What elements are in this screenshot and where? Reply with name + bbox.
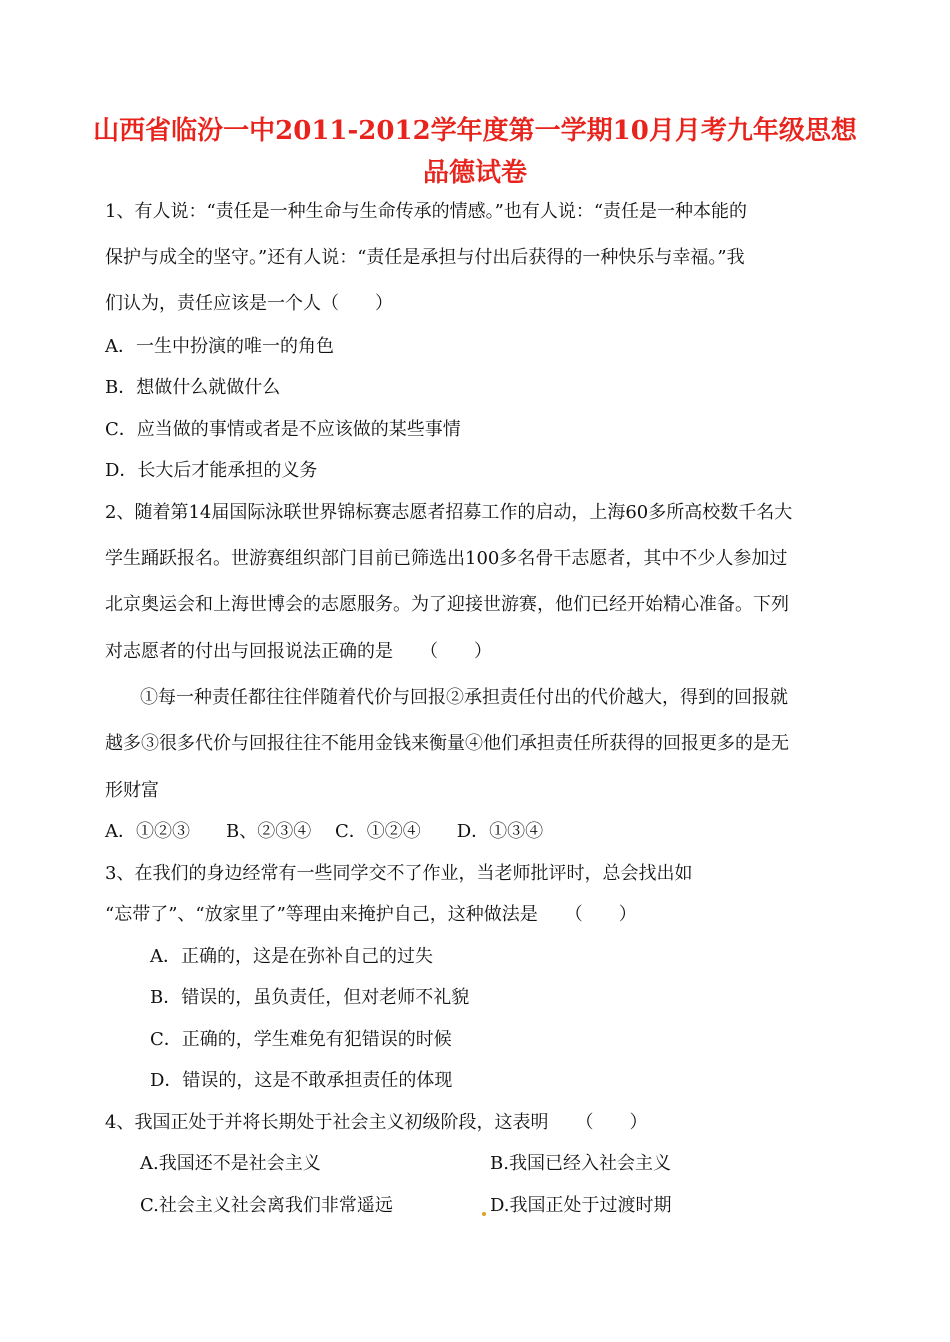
q3-stem-line2: “忘带了”、“放家里了”等理由来掩护自己，这种做法是 （ ） (105, 904, 637, 925)
q4-option-b: B.我国已经入社会主义 (490, 1153, 671, 1174)
q1-option-c: C．应当做的事情或者是不应该做的某些事情 (105, 419, 461, 440)
q2-stem-line2: 学生踊跃报名。世游赛组织部门目前已筛选出100多名骨干志愿者，其中不少人参加过 (105, 548, 788, 569)
q2-stem-line1: 2、随着第14届国际泳联世界锦标赛志愿者招募工作的启动，上海60多所高校数千名大 (105, 502, 793, 523)
q4-option-c: C.社会主义社会离我们非常遥远 (140, 1195, 393, 1216)
q4-option-d: D.我国正处于过渡时期 (490, 1195, 672, 1216)
q1-option-d: D．长大后才能承担的义务 (105, 460, 318, 481)
exam-title-line1: 山西省临汾一中2011-2012学年度第一学期10月月考九年级思想 (93, 116, 857, 146)
q4-stem: 4、我国正处于并将长期处于社会主义初级阶段，这表明 （ ） (105, 1112, 648, 1133)
q2-statements-line3: 形财富 (105, 780, 159, 801)
q1-option-a: A．一生中扮演的唯一的角色 (105, 336, 334, 357)
q3-stem-line1: 3、在我们的身边经常有一些同学交不了作业，当老师批评时，总会找出如 (105, 863, 693, 884)
q1-option-b: B．想做什么就做什么 (105, 377, 281, 398)
q2-options: A．①②③ B、②③④ C．①②④ D．①③④ (105, 821, 544, 842)
exam-title (90, 110, 860, 194)
q3-option-b: B．错误的，虽负责任，但对老师不礼貌 (150, 987, 470, 1008)
q1-stem-line3: 们认为，责任应该是一个人（ ） (105, 293, 393, 314)
q4-option-a: A.我国还不是社会主义 (140, 1153, 321, 1174)
q2-statements-line1: ①每一种责任都往往伴随着代价与回报②承担责任付出的代价越大，得到的回报就 (140, 687, 788, 708)
exam-title-line2: 品德试卷 (422, 158, 527, 188)
q3-option-a: A．正确的，这是在弥补自己的过失 (150, 946, 433, 967)
q3-option-d: D．错误的，这是不敢承担责任的体现 (150, 1070, 453, 1091)
q1-stem-line2: 保护与成全的坚守。”还有人说：“责任是承担与付出后获得的一种快乐与幸福。”我 (105, 247, 745, 268)
q1-stem-line1: 1、有人说：“责任是一种生命与生命传承的情感。”也有人说：“责任是一种本能的 (105, 201, 748, 222)
q2-stem-line4: 对志愿者的付出与回报说法正确的是 （ ） (105, 641, 492, 662)
q2-statements-line2: 越多③很多代价与回报往往不能用金钱来衡量④他们承担责任所获得的回报更多的是无 (105, 733, 789, 754)
stray-dot-mark (482, 1212, 486, 1216)
q3-option-c: C．正确的，学生难免有犯错误的时候 (150, 1029, 452, 1050)
q2-stem-line3: 北京奥运会和上海世博会的志愿服务。为了迎接世游赛，他们已经开始精心准备。下列 (105, 594, 789, 615)
